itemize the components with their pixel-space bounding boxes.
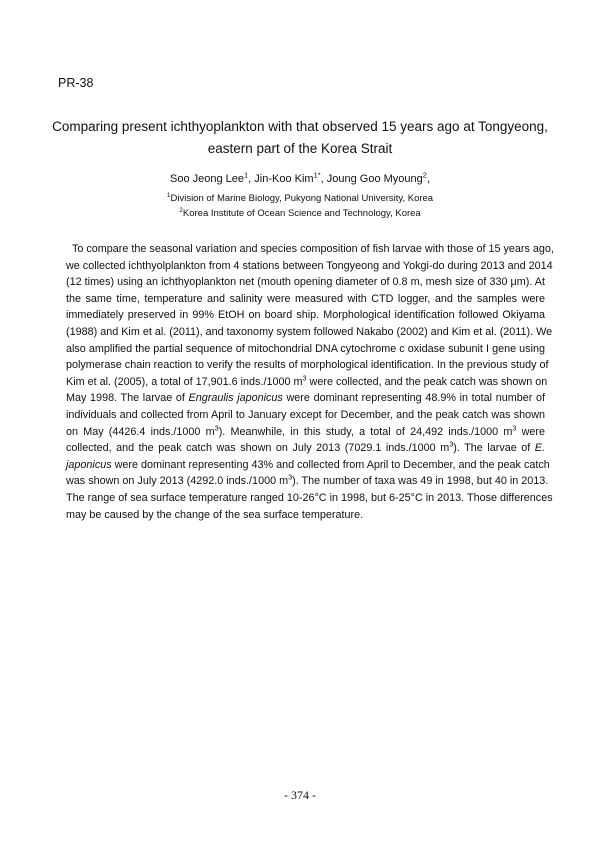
author-separator: , [320,173,327,185]
abstract-text: May 1998. The larvae of [66,392,189,405]
species-name: japonicus [66,458,112,471]
author-separator: , [248,173,255,185]
affiliation-1-mark: 1 [166,191,171,199]
author-1-affiliation-mark: 1 [244,170,249,180]
author-list [40,172,560,187]
page-number: - 374 - [284,788,316,802]
title-line-2: eastern part of the Korea Strait [207,141,393,156]
abstract-line [66,390,545,407]
abstract-text: were collected, and the peak catch was shown on [306,375,548,388]
abstract-line: immediately preserved in 99% EtOH on board ship. Morphological identification followed Okiyama [66,309,545,322]
abstract-text: ). The larvae of [453,442,535,455]
title-line-1: Comparing present ichthyoplankton with that observed 15 years ago at Tongyeong, [52,119,548,134]
abstract-text: on May (4426.4 inds./1000 m [66,425,215,438]
abstract-line [66,424,545,441]
paper-title [40,116,560,160]
unit-superscript: 3 [302,373,307,383]
abstract-text: were dominant representing 48.9% in total number of [282,392,545,405]
abstract-line [66,440,545,457]
abstract-line: may be caused by the change of the sea surface temperature. [66,508,364,521]
abstract-text: were dominant representing 43% and collected from April to December, and the peak catch [111,458,550,471]
abstract-text: Kim et al. (2005), a total of 17,901.6 inds./1000 m [66,375,303,388]
abstract-line: the same time, temperature and salinity were measured with CTD logger, and the samples were [66,292,545,305]
abstract-line: The range of sea surface temperature ranged 10-26°C in 1998, but 6-25°C in 2013. Those differences [66,491,553,504]
affiliation-1 [40,192,560,205]
abstract-line: also amplified the partial sequence of mitochondrial DNA cytochrome c oxidase subunit I gene using [66,342,545,355]
abstract-text: ). The number of taxa was 49 in 1998, but 40 in 2013. [292,475,549,488]
affiliation-2-mark: 2 [179,206,183,214]
abstract-line [66,373,548,391]
unit-superscript: 3 [512,422,517,432]
author-3-affiliation-mark: 2 [422,170,427,180]
author-3: Joung Goo Myoung [326,173,423,185]
abstract-text: collected, and the peak catch was shown on July 2013 (7029.1 inds./1000 m [66,442,450,455]
unit-superscript: 3 [449,439,454,449]
affiliation-1-text: Division of Marine Biology, Pukyong National University, Korea [170,193,434,204]
affiliation-2 [40,207,560,220]
species-name: E. [534,442,545,455]
abstract-line [66,457,550,474]
species-name: Engraulis japonicus [188,392,283,405]
author-2: Jin-Koo Kim [254,173,314,185]
abstract-text: ). Meanwhile, in this study, a total of 24,492 inds./1000 m [218,425,513,438]
affiliation-2-text: Korea Institute of Ocean Science and Technology, Korea [182,208,421,219]
abstract-line [66,472,549,490]
abstract-code: PR-38 [58,76,94,90]
abstract-line: we collected ichthyolplankton from 4 stations between Tongyeong and Yokgi-do during 2013 and 2014 [66,259,553,272]
abstract-body [66,241,554,523]
abstract-text: To compare the seasonal variation and species composition of fish larvae with those of 15 years ago, [72,243,554,255]
author-2-affiliation-mark: 1* [313,170,321,180]
abstract-line [66,241,554,258]
abstract-line: individuals and collected from April to January except for December, and the peak catch was shown [66,408,545,421]
abstract-line: (1988) and Kim et al. (2011), and taxonomy system followed Nakabo (2002) and Kim et al. (2011). We [66,325,553,338]
author-1: Soo Jeong Lee [169,173,244,185]
unit-superscript: 3 [214,422,219,432]
abstract-line: polymerase chain reaction to verify the results of morphological identification. In the previous study of [66,359,549,372]
unit-superscript: 3 [288,472,293,482]
abstract-text: were [516,425,546,438]
author-list-end: , [426,173,430,185]
abstract-text: was shown on July 2013 (4292.0 inds./1000 m [66,475,289,488]
abstract-line: (12 times) using an ichthyoplankton net (mouth opening diameter of 0.8 m, mesh size of 330 μm). At [66,276,545,289]
